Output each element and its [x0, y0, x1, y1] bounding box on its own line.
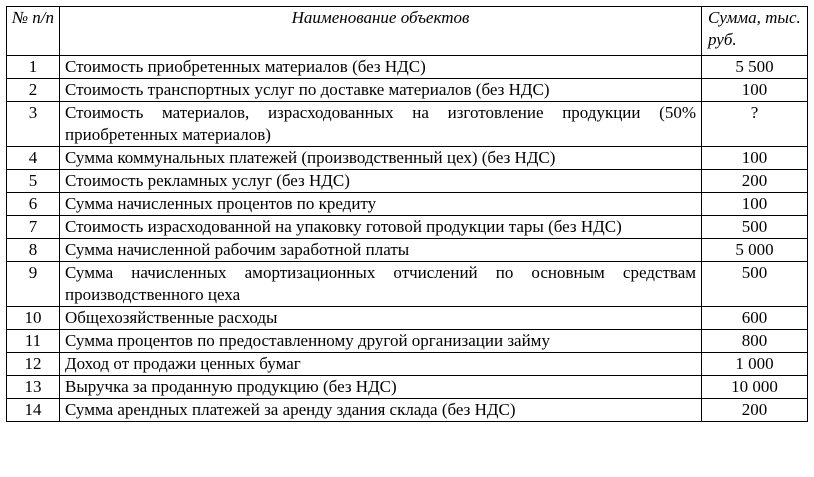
- header-number: № п/п: [7, 7, 60, 56]
- row-name: Сумма начисленных амортизационных отчислений по основным средствам производственного цеха: [60, 262, 702, 307]
- table-row: [7, 170, 808, 193]
- table-row: [7, 330, 808, 353]
- row-number: 12: [7, 353, 60, 376]
- row-name: Стоимость материалов, израсходованных на изготовление продукции (50% приобретенных материалов): [60, 102, 702, 147]
- row-sum: 100: [702, 147, 808, 170]
- row-number: 8: [7, 239, 60, 262]
- document: [6, 6, 808, 422]
- row-sum: 500: [702, 262, 808, 307]
- row-sum: 5 500: [702, 56, 808, 79]
- table-row: [7, 102, 808, 147]
- header-sum: Сумма, тыс. руб.: [702, 7, 808, 56]
- row-name: Стоимость израсходованной на упаковку готовой продукции тары (без НДС): [60, 216, 702, 239]
- row-number: 13: [7, 376, 60, 399]
- row-sum: 500: [702, 216, 808, 239]
- row-number: 3: [7, 102, 60, 147]
- table-row: [7, 79, 808, 102]
- row-number: 1: [7, 56, 60, 79]
- row-name: Сумма арендных платежей за аренду здания склада (без НДС): [60, 399, 702, 422]
- row-name: Сумма коммунальных платежей (производственный цех) (без НДС): [60, 147, 702, 170]
- row-number: 5: [7, 170, 60, 193]
- row-sum: 100: [702, 79, 808, 102]
- table-row: [7, 262, 808, 307]
- table-row: [7, 56, 808, 79]
- row-name: Общехозяйственные расходы: [60, 307, 702, 330]
- row-sum: 200: [702, 399, 808, 422]
- row-number: 7: [7, 216, 60, 239]
- table-row: [7, 147, 808, 170]
- row-name: Выручка за проданную продукцию (без НДС): [60, 376, 702, 399]
- table-row: [7, 239, 808, 262]
- table-row: [7, 193, 808, 216]
- row-sum: 5 000: [702, 239, 808, 262]
- table-row: [7, 399, 808, 422]
- row-name: Стоимость транспортных услуг по доставке материалов (без НДС): [60, 79, 702, 102]
- row-name: Сумма процентов по предоставленному другой организации займу: [60, 330, 702, 353]
- table-row: [7, 307, 808, 330]
- row-number: 10: [7, 307, 60, 330]
- row-number: 11: [7, 330, 60, 353]
- table-row: [7, 353, 808, 376]
- row-number: 9: [7, 262, 60, 307]
- row-sum: 1 000: [702, 353, 808, 376]
- row-sum: ?: [702, 102, 808, 147]
- row-sum: 10 000: [702, 376, 808, 399]
- costs-table: [6, 6, 808, 422]
- row-number: 2: [7, 79, 60, 102]
- row-number: 6: [7, 193, 60, 216]
- row-sum: 600: [702, 307, 808, 330]
- row-name: Сумма начисленной рабочим заработной платы: [60, 239, 702, 262]
- row-sum: 100: [702, 193, 808, 216]
- row-name: Доход от продажи ценных бумаг: [60, 353, 702, 376]
- row-name: Сумма начисленных процентов по кредиту: [60, 193, 702, 216]
- table-header-row: [7, 7, 808, 56]
- row-sum: 200: [702, 170, 808, 193]
- row-number: 14: [7, 399, 60, 422]
- row-sum: 800: [702, 330, 808, 353]
- row-name: Стоимость рекламных услуг (без НДС): [60, 170, 702, 193]
- header-name: Наименование объектов: [60, 7, 702, 56]
- table-row: [7, 376, 808, 399]
- row-number: 4: [7, 147, 60, 170]
- table-row: [7, 216, 808, 239]
- row-name: Стоимость приобретенных материалов (без НДС): [60, 56, 702, 79]
